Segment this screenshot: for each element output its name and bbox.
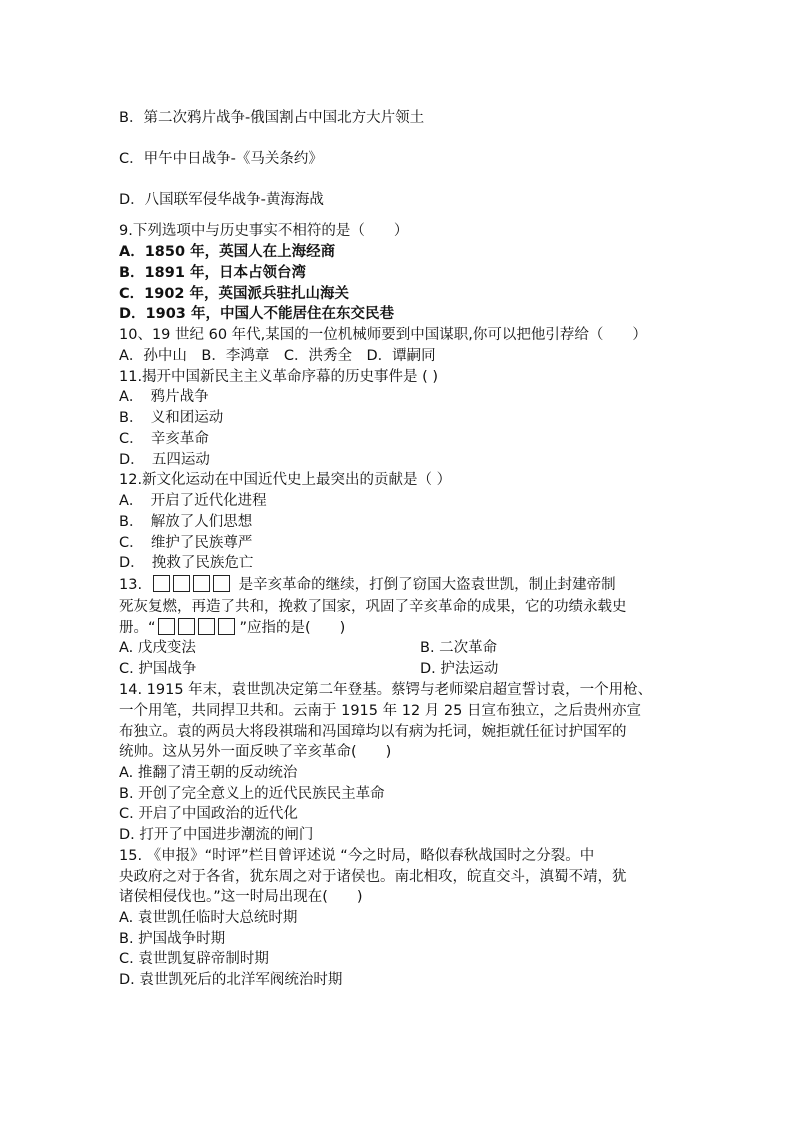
q15-option-a: A. 袁世凯任临时大总统时期 bbox=[119, 910, 298, 926]
q8-option-c: C．甲午中日战争-《马关条约》 bbox=[119, 151, 323, 167]
q14-line-4: 统帅。这从另外一面反映了辛亥革命( ) bbox=[119, 744, 392, 760]
q13-option-c: C. 护国战争 bbox=[119, 661, 197, 677]
blank-box-icon bbox=[178, 618, 195, 635]
blank-box-icon bbox=[193, 575, 210, 592]
q15-line-1: 15. 《申报》“时评”栏目曾评述说 “今之时局，略似春秋战国时之分裂。中 bbox=[119, 848, 595, 864]
q9-option-c: C．1902 年，英国派兵驻扎山海关 bbox=[119, 286, 350, 302]
blank-box-icon bbox=[213, 575, 230, 592]
q13-line-3-pre: 册。“ bbox=[119, 620, 156, 636]
q11-option-d: D． 五四运动 bbox=[119, 452, 210, 468]
q13-number: 13. bbox=[119, 577, 143, 593]
q14-line-1: 14. 1915 年末，袁世凯决定第二年登基。蔡锷与老师梁启超宣誓讨袁，一个用枪、 bbox=[119, 682, 653, 698]
q9-option-b: B．1891 年，日本占领台湾 bbox=[119, 265, 306, 281]
q14-option-c: C. 开启了中国政治的近代化 bbox=[119, 806, 298, 822]
q11-option-c: C． 辛亥革命 bbox=[119, 431, 209, 447]
q13-line-3 bbox=[119, 618, 345, 638]
q15-line-2: 央政府之对于各省，犹东周之对于诸侯也。南北相攻，皖直交斗，滇蜀不靖，犹 bbox=[119, 869, 627, 885]
blank-box-icon bbox=[218, 618, 235, 635]
blank-box-icon bbox=[158, 618, 175, 635]
q10-stem: 10、19 世纪 60 年代,某国的一位机械师要到中国谋职,你可以把他引荐给（ ） bbox=[119, 327, 647, 343]
blank-boxes bbox=[158, 618, 238, 638]
blank-boxes bbox=[153, 575, 233, 595]
q9-stem: 9.下列选项中与历史事实不相符的是（ ） bbox=[119, 223, 409, 239]
q8-option-d: D．八国联军侵华战争-黄海海战 bbox=[119, 192, 324, 208]
q14-line-3: 布独立。袁的两员大将段祺瑞和冯国璋均以有病为托词，婉拒就任征讨护国军的 bbox=[119, 724, 627, 740]
q14-line-2: 一个用笔，共同捍卫共和。云南于 1915 年 12 月 25 日宣布独立，之后贵州亦宣 bbox=[119, 703, 641, 719]
q11-option-a: A． 鸦片战争 bbox=[119, 389, 209, 405]
q11-option-b: B． 义和团运动 bbox=[119, 410, 224, 426]
q13-line-1-text: 是辛亥革命的继续，打倒了窃国大盗袁世凯，制止封建帝制 bbox=[238, 577, 616, 593]
q10-options: A．孙中山 B．李鸿章 C．洪秀全 D．谭嗣同 bbox=[119, 348, 436, 364]
q11-stem: 11.揭开中国新民主主义革命序幕的历史事件是 ( ) bbox=[119, 369, 439, 385]
q8-option-b: B．第二次鸦片战争-俄国割占中国北方大片领土 bbox=[119, 110, 425, 126]
blank-box-icon bbox=[173, 575, 190, 592]
q13-line-2: 死灰复燃，再造了共和，挽救了国家，巩固了辛亥革命的成果，它的功绩永载史 bbox=[119, 599, 627, 615]
q13-options-row-1 bbox=[119, 638, 196, 658]
q15-line-3: 诸侯相侵伐也。”这一时局出现在( ) bbox=[119, 889, 363, 905]
q13-option-b: B. 二次革命 bbox=[420, 640, 498, 656]
q14-option-d: D. 打开了中国进步潮流的闸门 bbox=[119, 827, 314, 843]
q12-option-b: B． 解放了人们思想 bbox=[119, 514, 253, 530]
q9-option-a: A．1850 年，英国人在上海经商 bbox=[119, 244, 336, 260]
q13-option-d: D. 护法运动 bbox=[420, 661, 499, 677]
q15-option-b: B. 护国战争时期 bbox=[119, 931, 226, 947]
q15-option-d: D. 袁世凯死后的北洋军阀统治时期 bbox=[119, 972, 343, 988]
q13-line-3-post: ”应指的是( ) bbox=[239, 620, 346, 636]
q13-line-1 bbox=[119, 575, 616, 595]
q9-option-d: D．1903 年，中国人不能居住在东交民巷 bbox=[119, 306, 394, 322]
q14-option-b: B. 开创了完全意义上的近代民族民主革命 bbox=[119, 786, 385, 802]
q13-option-a: A. 戊戌变法 bbox=[119, 640, 196, 656]
q12-option-c: C． 维护了民族尊严 bbox=[119, 535, 253, 551]
q12-option-d: D． 挽救了民族危亡 bbox=[119, 555, 254, 571]
q14-option-a: A. 推翻了清王朝的反动统治 bbox=[119, 765, 298, 781]
q12-stem: 12.新文化运动在中国近代史上最突出的贡献是（ ） bbox=[119, 472, 452, 488]
q12-option-a: A． 开启了近代化进程 bbox=[119, 493, 267, 509]
blank-box-icon bbox=[198, 618, 215, 635]
q15-option-c: C. 袁世凯复辟帝制时期 bbox=[119, 951, 269, 967]
blank-box-icon bbox=[153, 575, 170, 592]
